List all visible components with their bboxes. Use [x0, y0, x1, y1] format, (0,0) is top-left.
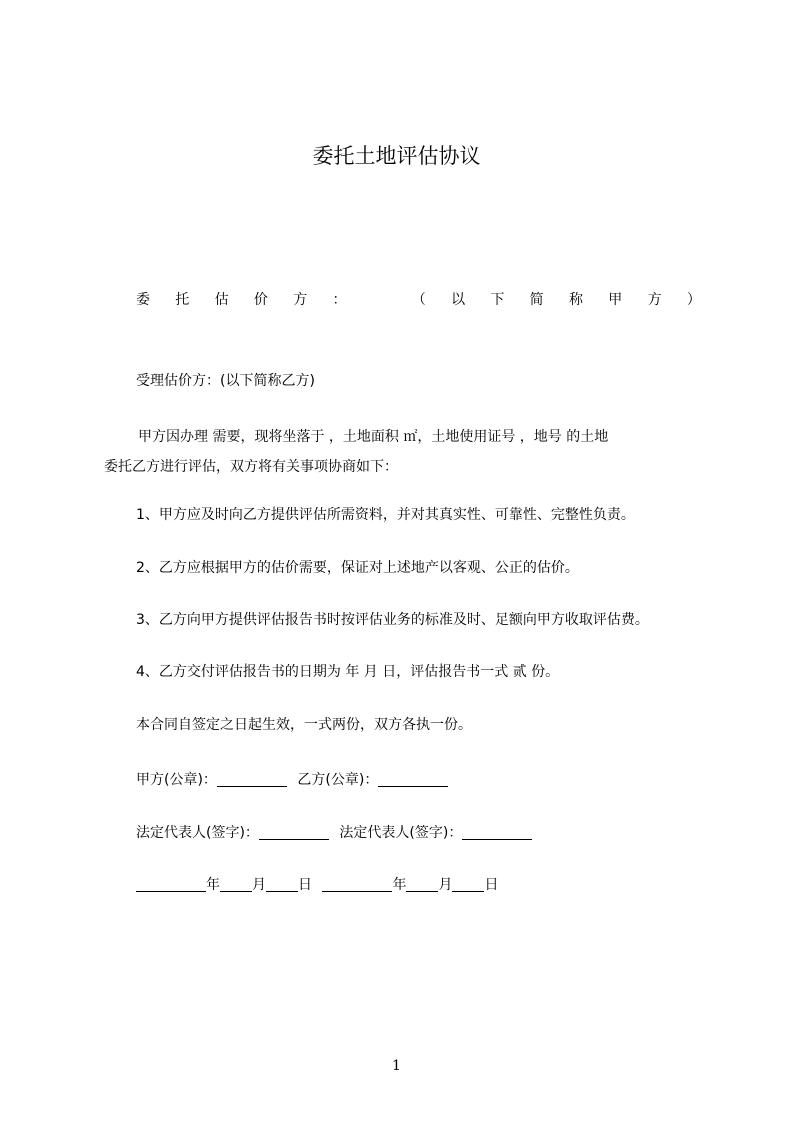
clause-3: 3、乙方向甲方提供评估报告书时按评估业务的标准及时、足额向甲方收取评估费。 — [136, 612, 649, 628]
party-a-char: 委 — [136, 292, 150, 308]
party-a-char: 简 — [529, 292, 544, 308]
party-b-seal-blank[interactable] — [378, 770, 448, 787]
clause-1: 1、甲方应及时向乙方提供评估所需资料，并对其真实性、可靠性、完整性负责。 — [136, 507, 635, 523]
party-a-char: 甲 — [608, 292, 623, 308]
party-a-char: 称 — [568, 292, 583, 308]
party-a-char: ： — [332, 292, 347, 308]
document-title: 委托土地评估协议 — [312, 144, 481, 168]
party-a-char: 以 — [451, 292, 466, 308]
year-label: 年 — [392, 877, 407, 893]
party-a-char: （ — [411, 292, 426, 308]
party-a-char: 下 — [490, 292, 505, 308]
month-label: 月 — [438, 877, 453, 893]
clause-2: 2、乙方应根据甲方的估价需要，保证对上述地产以客观、公正的估价。 — [136, 560, 579, 576]
party-a-rep-blank[interactable] — [259, 823, 329, 840]
party-a-seal-blank[interactable] — [217, 770, 287, 787]
party-a-year-blank[interactable] — [136, 875, 206, 892]
day-label: 日 — [484, 877, 499, 893]
party-a-char: ） — [686, 292, 701, 308]
party-b-seal-label: 乙方(公章)： — [297, 772, 379, 788]
effective-clause: 本合同自签定之日起生效，一式两份，双方各执一份。 — [136, 717, 472, 733]
party-a-char: 托 — [175, 292, 190, 308]
party-b-rep-blank[interactable] — [462, 823, 532, 840]
intro-paragraph — [104, 422, 704, 482]
date-line — [136, 874, 498, 896]
party-a-char: 估 — [214, 292, 229, 308]
page-number: 1 — [392, 1058, 401, 1074]
party-b-day-blank[interactable] — [452, 875, 484, 892]
party-a-seal-label: 甲方(公章)： — [136, 772, 217, 788]
year-label: 年 — [206, 877, 220, 893]
representative-line — [136, 822, 532, 844]
party-a-line — [136, 289, 701, 311]
day-label: 日 — [298, 877, 312, 893]
party-b-rep-label: 法定代表人(签字)： — [339, 825, 463, 841]
party-a-rep-label: 法定代表人(签字)： — [136, 825, 259, 841]
party-a-day-blank[interactable] — [266, 875, 298, 892]
party-a-char: 方 — [647, 292, 662, 308]
party-a-char: 方 — [293, 292, 308, 308]
month-label: 月 — [252, 877, 266, 893]
party-b-year-blank[interactable] — [322, 875, 392, 892]
intro-line-1: 甲方因办理 需要，现将坐落于 ，土地面积 ㎡，土地使用证号 ，地号 的土地 — [138, 429, 609, 445]
party-b-line: 受理估价方：(以下简称乙方) — [136, 373, 315, 389]
party-a-month-blank[interactable] — [220, 875, 252, 892]
party-a-char: 价 — [253, 292, 268, 308]
intro-line-2: 委托乙方进行评估，双方将有关事项协商如下： — [104, 459, 398, 475]
clause-4: 4、乙方交付评估报告书的日期为 年 月 日，评估报告书一式 贰 份。 — [136, 664, 560, 680]
party-b-month-blank[interactable] — [406, 875, 438, 892]
seal-line — [136, 769, 448, 791]
